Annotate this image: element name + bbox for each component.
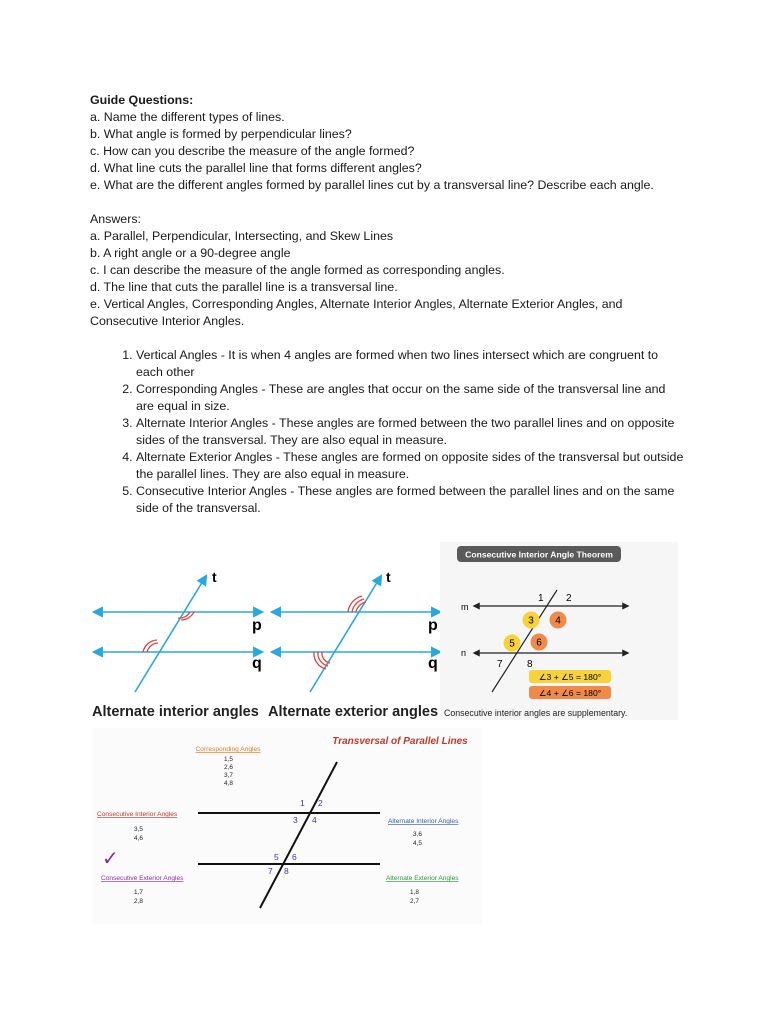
corresponding-pair: 1,5 — [224, 756, 233, 763]
equation-2: ∠4 + ∠6 = 180° — [538, 688, 602, 698]
consecutive-interior-pair: 3,5 — [134, 826, 143, 833]
consecutive-exterior-pair: 2,8 — [134, 898, 143, 905]
theorem-title: Consecutive Interior Angle Theorem — [465, 549, 613, 560]
angle-arc — [147, 643, 158, 652]
label-p: p — [428, 617, 438, 634]
angle-number-3: 3 — [293, 815, 298, 825]
corresponding-pair: 3,7 — [224, 772, 233, 779]
caption-alternate-exterior: Alternate exterior angles — [268, 704, 439, 720]
checkmark: ✓ — [102, 848, 119, 870]
angle-number-2: 2 — [566, 593, 572, 604]
transversal-t — [310, 576, 381, 692]
question-a: a. Name the different types of lines. — [90, 110, 285, 124]
transversal-t — [135, 576, 206, 692]
question-b: b. What angle is formed by perpendicular lines? — [90, 127, 352, 141]
angle-number-4: 4 — [312, 815, 317, 825]
supplementary-caption: Consecutive interior angles are supplementary. — [444, 708, 628, 718]
answer-a: a. Parallel, Perpendicular, Intersecting, and Skew Lines — [90, 229, 394, 243]
alternate-interior-label: Alternate Interior Angles — [388, 818, 459, 825]
corresponding-angles-label: Corresponding Angles — [195, 746, 261, 753]
angle-number-1: 1 — [538, 593, 544, 604]
alternate-interior-pair: 4,5 — [413, 840, 422, 847]
list-item: 1. Vertical Angles - It is when 4 angles are formed when two lines intersect which are congruent to each other — [136, 347, 684, 381]
question-d: d. What line cuts the parallel line that forms different angles? — [90, 161, 422, 175]
consecutive-interior-figure — [440, 542, 678, 720]
alternate-interior-pair: 3,6 — [413, 831, 422, 838]
angle-number-3: 3 — [528, 615, 534, 627]
label-m: m — [461, 602, 469, 612]
answer-e-continued: Consecutive Interior Angles. — [90, 314, 245, 328]
label-q: q — [428, 655, 438, 672]
consecutive-exterior-pair: 1,7 — [134, 889, 143, 896]
angle-number-8: 8 — [527, 659, 533, 670]
figure-background — [92, 728, 482, 924]
equation-1: ∠3 + ∠5 = 180° — [538, 672, 602, 682]
angle-number-8: 8 — [284, 866, 289, 876]
list-item: 2. Corresponding Angles - These are angles that occur on the same side of the transversal line and are equal in size. — [136, 381, 684, 415]
angle-number-5: 5 — [274, 852, 279, 862]
answers-title: Answers: — [90, 212, 141, 226]
answer-c: c. I can describe the measure of the angle formed as corresponding angles. — [90, 263, 505, 277]
list-item: 4. Alternate Exterior Angles - These angles are formed on opposite sides of the transversal but outside the parallel lines. They are also equal in measure. — [136, 449, 684, 483]
label-p: p — [252, 617, 262, 634]
caption-alternate-interior: Alternate interior angles — [92, 704, 259, 720]
transversal-title: Transversal of Parallel Lines — [332, 736, 468, 747]
guide-questions-title: Guide Questions: — [90, 93, 194, 107]
label-t: t — [386, 569, 391, 585]
angle-number-6: 6 — [292, 852, 297, 862]
label-q: q — [252, 655, 262, 672]
angle-number-7: 7 — [268, 866, 273, 876]
corresponding-pair: 4,8 — [224, 780, 233, 787]
question-e: e. What are the different angles formed by parallel lines cut by a transversal line? Describe each angle. — [90, 178, 654, 192]
label-t: t — [212, 569, 217, 585]
consecutive-interior-label: Consecutive Interior Angles — [97, 811, 178, 818]
list-item: 3. Alternate Interior Angles - These angles are formed between the two parallel lines and on opposite sides of the transversal. They are also equal in measure. — [136, 415, 684, 449]
consecutive-exterior-label: Consecutive Exterior Angles — [101, 875, 184, 882]
answer-d: d. The line that cuts the parallel line is a transversal line. — [90, 280, 398, 294]
question-c: c. How can you describe the measure of the angle formed? — [90, 144, 415, 158]
corresponding-pair: 2,6 — [224, 764, 233, 771]
angle-number-6: 6 — [536, 637, 542, 649]
alternate-angles-figure — [92, 569, 440, 720]
alternate-exterior-label: Alternate Exterior Angles — [386, 875, 459, 882]
angle-number-2: 2 — [318, 798, 323, 808]
alternate-exterior-pair: 1,8 — [410, 889, 419, 896]
angle-number-1: 1 — [300, 798, 305, 808]
consecutive-interior-pair: 4,6 — [134, 835, 143, 842]
label-n: n — [461, 648, 467, 658]
angle-number-4: 4 — [555, 615, 561, 627]
answer-e: e. Vertical Angles, Corresponding Angles, Alternate Interior Angles, Alternate Exterior Angles, and — [90, 297, 623, 311]
answer-b: b. A right angle or a 90-degree angle — [90, 246, 291, 260]
angle-number-7: 7 — [497, 659, 503, 670]
alternate-exterior-pair: 2,7 — [410, 898, 419, 905]
list-item: 5. Consecutive Interior Angles - These angles are formed between the parallel lines and on the same side of the transversal. — [136, 483, 684, 517]
angle-number-5: 5 — [509, 638, 515, 650]
transversal-figure — [92, 728, 482, 924]
